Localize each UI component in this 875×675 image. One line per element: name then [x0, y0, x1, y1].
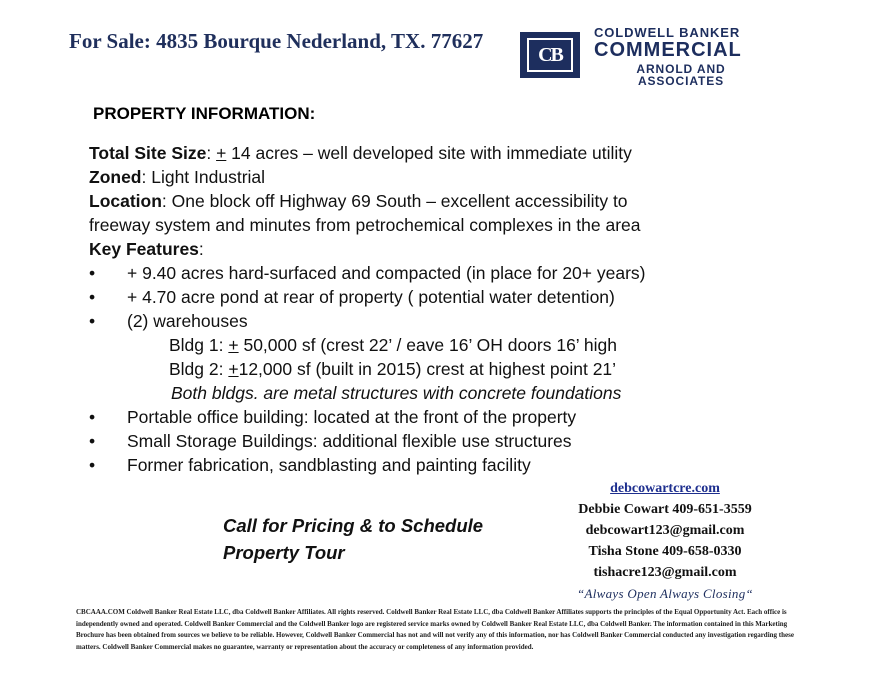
- plus-minus-sign: +: [228, 335, 239, 355]
- page-title: For Sale: 4835 Bourque Nederland, TX. 77627: [69, 29, 484, 53]
- list-item: [89, 453, 689, 477]
- bldg1-value: 50,000 sf (crest 22’ / eave 16’ OH doors 16’ high: [238, 335, 617, 355]
- call-line-2: Property Tour: [223, 542, 345, 563]
- key-features-sep: :: [198, 239, 204, 259]
- list-item: [89, 405, 689, 429]
- zoned-value: : Light Industrial: [141, 167, 266, 187]
- email-1: debcowart123@gmail.com: [585, 523, 745, 538]
- bldg2-value: 12,000 sf (built in 2015) crest at highest point 21’: [238, 359, 617, 379]
- feature-text: + 9.40 acres hard-surfaced and compacted (in place for 20+ years): [127, 263, 646, 283]
- plus-minus-sign: +: [216, 143, 227, 163]
- site-size-label: Total Site Size: [89, 143, 207, 163]
- location-row: [89, 189, 689, 213]
- logo-line-1: COLDWELL BANKER: [594, 25, 741, 40]
- feature-text: (2) warehouses: [127, 311, 248, 331]
- bldg2-prefix: Bldg 2:: [169, 359, 229, 379]
- logo-wordmark: [594, 26, 768, 87]
- feature-text: + 4.70 acre pond at rear of property ( potential water detention): [127, 287, 615, 307]
- bullet-icon: •: [89, 407, 96, 427]
- coldwell-banker-logo-icon: [520, 32, 580, 78]
- site-size-sep: :: [206, 143, 217, 163]
- agent-2: Tisha Stone 409-658-0330: [588, 544, 742, 559]
- zoned-label: Zoned: [89, 167, 142, 187]
- building-2-detail: [89, 357, 689, 381]
- building-note: Both bldgs. are metal structures with concrete foundations: [171, 383, 622, 403]
- disclaimer: CBCAAA.COM Coldwell Banker Real Estate LLC, dba Coldwell Banker Affiliates. All rights reserved. Coldwell Banker Real Estate LLC, dba Coldwell Banker Affiliates supports the principles of the Equal Opportunity Act. Each office is independently owned and operated. Coldwell Banker Commercial and the Coldwell Banker logo are registered service marks owned by Coldwell Banker Real Estate LLC, dba Coldwell Banker. The information contained in this Marketing Brochure has been obtained from sources we believe to be reliable. However, Coldwell Banker Commercial has not and will not verify any of this information, nor has Coldwell Banker Commercial conducted any investigation regarding these matters. Coldwell Banker Commercial makes no guarantee, warranty or representation about the accuracy or completeness of any information provided.: [76, 608, 794, 651]
- contact-block: [560, 478, 770, 604]
- location-value: : One block off Highway 69 South – excellent accessibility to: [161, 191, 628, 211]
- site-size-row: [89, 141, 689, 165]
- bullet-icon: •: [89, 455, 96, 475]
- feature-text: Former fabrication, sandblasting and painting facility: [127, 455, 531, 475]
- bldg1-prefix: Bldg 1:: [169, 335, 229, 355]
- slogan: “Always Open Always Closing“: [576, 586, 754, 601]
- zoned-row: [89, 165, 689, 189]
- website-link[interactable]: debcowartcre.com: [610, 481, 720, 496]
- location-label: Location: [89, 191, 162, 211]
- property-info: [89, 141, 689, 477]
- bullet-icon: •: [89, 431, 96, 451]
- list-item: [89, 285, 689, 309]
- building-1-detail: [89, 333, 689, 357]
- email-2: tishacre123@gmail.com: [593, 565, 737, 580]
- logo-line-3: ARNOLD AND: [636, 62, 726, 76]
- plus-minus-sign: +: [228, 359, 239, 379]
- list-item: [89, 261, 689, 285]
- key-features-label: Key Features: [89, 239, 199, 259]
- logo-line-4: ASSOCIATES: [637, 74, 725, 88]
- list-item: [89, 429, 689, 453]
- feature-text: Small Storage Buildings: additional flexible use structures: [127, 431, 572, 451]
- feature-text: Portable office building: located at the front of the property: [127, 407, 577, 427]
- call-to-action: [223, 512, 483, 566]
- logo-line-2: COMMERCIAL: [594, 39, 742, 61]
- location-row-continued: freeway system and minutes from petrochemical complexes in the area: [89, 215, 641, 235]
- site-size-value: 14 acres – well developed site with immediate utility: [226, 143, 632, 163]
- bullet-icon: •: [89, 287, 96, 307]
- logo-monogram: CB: [527, 38, 573, 72]
- key-features-row: [89, 237, 689, 261]
- bullet-icon: •: [89, 311, 96, 331]
- agent-1: Debbie Cowart 409-651-3559: [578, 502, 752, 517]
- bullet-icon: •: [89, 263, 96, 283]
- list-item: [89, 309, 689, 333]
- call-line-1: Call for Pricing & to Schedule: [223, 515, 484, 536]
- section-heading: PROPERTY INFORMATION:: [93, 104, 316, 123]
